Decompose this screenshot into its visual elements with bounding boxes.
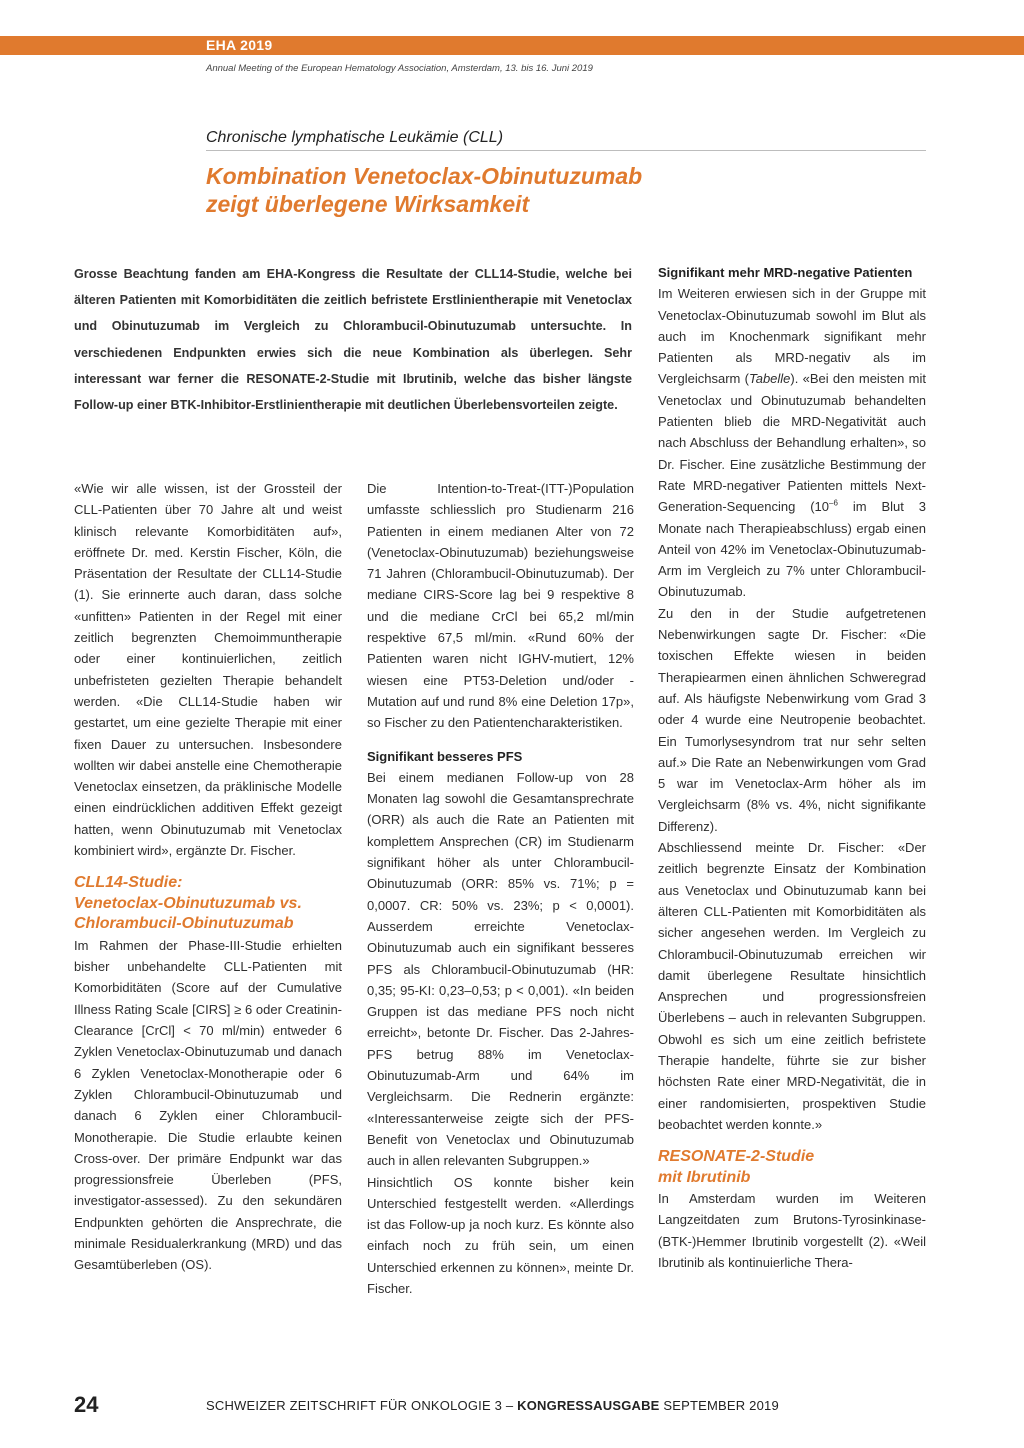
article-title-line1: Kombination Venetoclax-Obinutuzumab [206, 163, 643, 189]
col2-paragraph-2: Bei einem medianen Follow-up von 28 Monaten lag sowohl die Gesamtansprechrate (ORR) als auch die Rate an Patienten mit komplettem Ansprechen (CR) im Studienarm signifikant höher als unter Chlorambucil-Obinutuzumab (ORR: 85% vs. 71%; p = 0,0007. CR: 50% vs. 23%; p < 0,0001). Ausserdem erreichte Venetoclax-Obinutuzumab auch ein signifikant besseres PFS als Chlorambucil-Obinutuzumab (HR: 0,35; 95-KI: 0,23–0,53; p < 0,001). «In beiden Gruppen ist das mediane PFS noch nicht erreicht», betonte Dr. Fischer. Das 2-Jahres-PFS betrug 88% im Venetoclax-Obinutuzumab-Arm und 64% im Vergleichsarm. Die Rednerin ergänzte: «Interessanterweise zeigte sich der PFS-Benefit von Venetoclax und Obinutuzumab auch in allen relevanten Subgruppen.» [367, 769, 634, 1169]
subheading-mrd: Signifikant mehr MRD-negative Patienten [658, 265, 913, 280]
text-run: ). «Bei den meisten mit Venetoclax und Obinutuzumab behandelten Patienten blieb die MRD-Negativität auch nach Abschluss der Behandlung erhalten», so Dr. Fischer. Eine zusätzliche Bestimmung der Rate MRD-negativer Patienten mittels Next-Generation-Sequencing (10 [658, 371, 926, 515]
article-title-line2: zeigt überlegene Wirksamkeit [206, 191, 530, 217]
section-heading-line: RESONATE-2-Studie [658, 1148, 815, 1166]
page-number: 24 [74, 1392, 99, 1417]
col3-paragraph-4: In Amsterdam wurden im Weiteren Langzeitdaten zum Brutons-Tyrosinkinase-(BTK-)Hemmer Ibrutinib vorgestellt (2). «Weil Ibrutinib als kontinuierliche Thera- [658, 1191, 926, 1271]
col1-paragraph-2: Im Rahmen der Phase-III-Studie erhielten bisher unbehandelte CLL-Patienten mit Komorbiditäten (Score auf der Cumulative Illness Rating Scale [CIRS] ≥ 6 oder Creatinin-Clearance [CrCl] < 70 ml/min) entweder 6 Zyklen Venetoclax-Obinutuzumab und danach 6 Zyklen Venetoclax-Monotherapie oder 6 Zyklen Chlorambucil-Obinutuzumab und danach 6 Zyklen einer Chlorambucil-Monotherapie. Die Studie erlaubte keinen Cross-over. Der primäre Endpunkt war das progressionsfreie Überleben (PFS, investigator-assessed). Zu den sekundären Endpunkten gehörten die Ansprechrate, die minimale Residualerkrankung (MRD) und das Gesamtüberleben (OS). [74, 937, 342, 1273]
footer-text: SEPTEMBER 2019 [659, 1398, 779, 1413]
col1-paragraph-1: «Wie wir alle wissen, ist der Grossteil der CLL-Patienten über 70 Jahre alt und weist klinisch relevante Komorbiditäten auf», eröffnete Dr. med. Kerstin Fischer, Köln, die Präsentation der Resultate der CLL14-Studie (1). Sie erinnerte auch daran, dass solche «unfitten» Patienten in der Regel mit einer zeitlich begrenzten Chemoimmuntherapie oder einer kontinuierlichen, zeitlich unbefristeten gezielten Therapie behandelt werden. «Die CLL14-Studie haben wir gestartet, um eine gezielte Therapie mit einer fixen Dauer zu untersuchen. Insbesondere wollten wir dabei anstelle eine Chemotherapie Venetoclax einsetzen, da präklinische Modelle einen eindrücklichen additiven Effekt gezeigt hatten, wenn Obinutuzumab mit Venetoclax kombiniert wird», ergänzte Dr. Fischer. [74, 481, 342, 859]
text-run: Im Weiteren erwiesen sich in der Gruppe mit Venetoclax-Obinutuzumab sowohl im Blut als auch im Knochenmark signifikant mehr Patienten als MRD-negativ als im Vergleichsarm ( [658, 286, 926, 387]
article-lead: Grosse Beachtung fanden am EHA-Kongress die Resultate der CLL14-Studie, welche bei älteren Patienten mit Komorbiditäten die zeitlich befristete Erstlinientherapie mit Venetoclax und Obinutuzumab im Vergleich zu Chlorambucil-Obinutuzumab untersuchte. In verschiedenen Endpunkten erwies sich die neue Kombination als überlegen. Sehr interessant war ferner die RESONATE-2-Studie mit Ibrutinib, welche das bisher längste Follow-up einer BTK-Inhibitor-Erstlinientherapie mit deutlichen Überlebensvorteilen zeigte. [74, 267, 632, 413]
column-2 [367, 478, 634, 1299]
superscript: –6 [829, 498, 838, 508]
header-band-label: EHA 2019 [206, 37, 273, 53]
article-title [206, 162, 906, 218]
col3-paragraph-3: Abschliessend meinte Dr. Fischer: «Der zeitlich begrenzte Einsatz der Kombination aus Venetoclax und Obinutuzumab kann bei älteren CLL-Patienten mit Komorbiditäten als sicher angesehen werden. Im Vergleich zu Chlorambucil-Obinutuzumab erreichen wir damit überlegene Resultate hinsichtlich Ansprechen und progressionsfreien Überlebens – auch in relevanten Subgruppen. Obwohl es sich um eine zeitlich befristete Therapie handelte, führte sie zur bisher höchsten Rate einer MRD-Negativität, die in einer randomisierten, prospektiven Studie beobachtet werden konnte.» [658, 840, 926, 1132]
section-heading-line: Venetoclax-Obinutuzumab vs. [74, 894, 302, 912]
table-reference: Tabelle [748, 371, 791, 387]
col2-paragraph-1: Die Intention-to-Treat-(ITT-)Population umfasste schliesslich pro Studienarm 216 Patienten in einem medianen Alter von 72 (Venetoclax-Obinutuzumab) beziehungsweise 71 Jahren (Chlorambucil-Obinutuzumab). Der mediane CIRS-Score lag bei 9 respektive 8 und die mediane CrCl bei 65,2 ml/min respektive 67,5 ml/min. «Rund 60% der Patienten waren nicht IGHV-mutiert, 12% wiesen eine PT53-Deletion und/oder -Mutation auf und rund 8% eine Deletion 17p», so Fischer zu den Patientencharakteristiken. [367, 481, 634, 731]
header-subtitle: Annual Meeting of the European Hematology Association, Amsterdam, 13. bis 16. Juni 2019 [206, 63, 593, 74]
section-heading-line: mit Ibrutinib [658, 1168, 751, 1186]
header-band [0, 36, 1024, 55]
text-run: im Blut 3 Monate nach Therapieabschluss) ergab einen Anteil von 42% im Venetoclax-Obinutuzumab-Arm im Vergleich zu 7% unter Chlorambucil-Obinutuzumab. [658, 499, 926, 600]
col3-paragraph-2: Zu den in der Studie aufgetretenen Nebenwirkungen sagte Dr. Fischer: «Die toxischen Effekte wiesen in beiden Therapiearmen einen ähnlichen Schweregrad auf. Als häufigste Nebenwirkung vom Grad 3 oder 4 wurde eine Neutropenie beobachtet. Ein Tumorlysesyndrom trat nur sehr selten auf.» Die Rate an Nebenwirkungen vom Grad 5 war im Venetoclax-Arm höher als im Vergleichsarm (8% vs. 4%, nicht signifikante Differenz). [658, 605, 926, 834]
col3-paragraph-1 [658, 283, 926, 602]
section-heading-resonate2 [658, 1147, 926, 1188]
footer-text: SCHWEIZER ZEITSCHRIFT FÜR ONKOLOGIE 3 – [206, 1398, 518, 1413]
section-heading-line: CLL14-Studie: [74, 874, 183, 892]
article-kicker: Chronische lymphatische Leukämie (CLL) [206, 129, 504, 146]
section-heading-cll14 [74, 873, 342, 935]
section-heading-line: Chlorambucil-Obinutuzumab [74, 915, 294, 933]
journal-footer [206, 1398, 779, 1413]
column-3 [658, 262, 926, 1273]
footer-text-bold: KONGRESSAUSGABE [517, 1398, 660, 1413]
subheading-pfs: Signifikant besseres PFS [367, 748, 523, 764]
col2-paragraph-3: Hinsichtlich OS konnte bisher kein Unterschied festgestellt werden. «Allerdings ist das Follow-up ja noch kurz. Es könnte also einfach noch zu früh sein, um einen Unterschied erkennen zu können», meinte Dr. Fischer. [367, 1174, 634, 1296]
column-1 [74, 478, 342, 1276]
kicker-divider [206, 150, 926, 151]
